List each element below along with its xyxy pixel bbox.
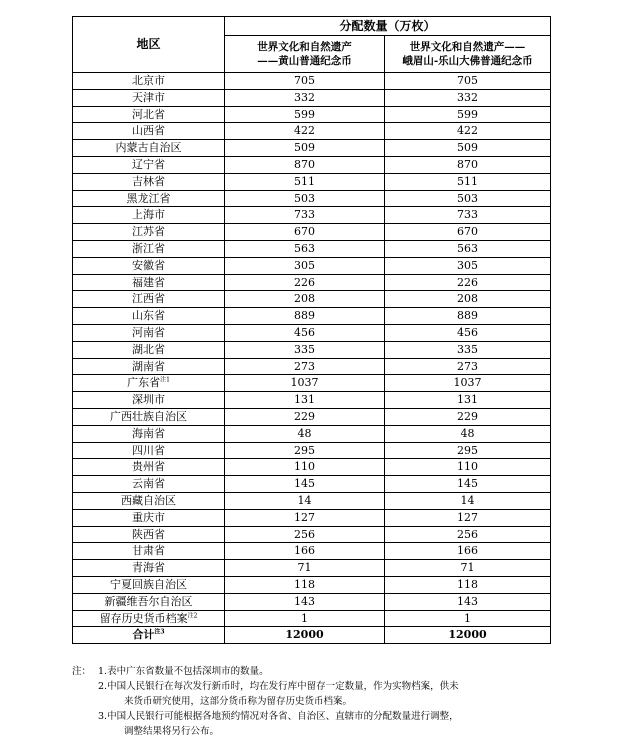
region-name: 留存历史货币档案: [99, 611, 188, 625]
footnote-number: 3.: [98, 711, 108, 722]
huangshan-qty-cell: 670: [225, 224, 385, 241]
emeishan-qty-cell: 563: [385, 240, 551, 257]
huangshan-qty-cell: 705: [225, 73, 385, 90]
table-row: [73, 274, 551, 291]
region-name: 新疆维吾尔自治区: [104, 594, 193, 608]
table-row: [73, 89, 551, 106]
region-name: 四川省: [132, 443, 165, 457]
emeishan-qty-cell: 48: [385, 425, 551, 442]
huangshan-qty-cell: 305: [225, 257, 385, 274]
footnote-body: 中国人民银行可能根据各地预约情况对各省、自治区、直辖市的分配数量进行调整，: [107, 711, 459, 722]
region-cell: [73, 224, 225, 241]
region-cell: [73, 173, 225, 190]
footnote-1: [72, 664, 592, 679]
huangshan-qty-cell: 273: [225, 358, 385, 375]
region-cell: [73, 560, 225, 577]
table-row: [73, 408, 551, 425]
table-row: [73, 308, 551, 325]
footnote-marker: 注2: [187, 611, 198, 619]
region-name: 青海省: [132, 561, 165, 575]
footnote-2: [72, 679, 592, 694]
region-cell: [73, 190, 225, 207]
region-name: 湖南省: [132, 359, 165, 373]
region-cell: [73, 140, 225, 157]
huangshan-qty-cell: 563: [225, 240, 385, 257]
region-name: 吉林省: [132, 174, 165, 188]
emeishan-qty-cell: 670: [385, 224, 551, 241]
emeishan-header-line1: 世界文化和自然遗产——: [409, 41, 526, 53]
huangshan-qty-cell: 870: [225, 156, 385, 173]
table-row: [73, 140, 551, 157]
region-name: 甘肃省: [132, 544, 165, 558]
region-name: 陕西省: [132, 527, 165, 541]
huangshan-qty-cell: 208: [225, 291, 385, 308]
table-body: [73, 73, 551, 644]
huangshan-qty-cell: 889: [225, 308, 385, 325]
table-row: [73, 207, 551, 224]
table-row: [73, 560, 551, 577]
table-row: [73, 257, 551, 274]
region-cell: [73, 593, 225, 610]
region-name: 深圳市: [132, 393, 165, 407]
emeishan-qty-cell: 422: [385, 123, 551, 140]
huangshan-qty-cell: 131: [225, 392, 385, 409]
huangshan-qty-cell: 422: [225, 123, 385, 140]
emeishan-qty-cell: 12000: [385, 627, 551, 644]
region-cell: [73, 526, 225, 543]
emeishan-qty-cell: 705: [385, 73, 551, 90]
region-name: 广东省: [127, 376, 161, 390]
footnote-body-cont: 调整结果将另行公布。: [124, 726, 220, 737]
emeishan-qty-cell: 456: [385, 324, 551, 341]
region-name: 辽宁省: [132, 157, 165, 171]
huangshan-qty-cell: 1037: [225, 375, 385, 392]
huangshan-qty-cell: 332: [225, 89, 385, 106]
allocation-table: [72, 16, 551, 644]
huangshan-qty-cell: 12000: [225, 627, 385, 644]
footnote-number: 1.: [98, 666, 108, 677]
footnote-marker: 注1: [160, 376, 170, 384]
huangshan-qty-cell: 335: [225, 341, 385, 358]
region-name: 宁夏回族自治区: [110, 577, 187, 591]
footnote-number: 2.: [98, 681, 108, 692]
table-row: [73, 123, 551, 140]
footnote-body: 中国人民银行在每次发行新币时，均在发行库中留存一定数量，作为实物档案，供未: [107, 681, 459, 692]
table-row: [73, 173, 551, 190]
footnote-body: 表中广东省数量不包括深圳市的数量。: [107, 666, 269, 677]
footnote-prefix: 注：: [72, 666, 92, 677]
footnote-3: [72, 709, 592, 724]
region-cell: [73, 207, 225, 224]
table-row: [73, 425, 551, 442]
huangshan-qty-cell: 145: [225, 476, 385, 493]
region-cell: [73, 543, 225, 560]
total-row: [73, 627, 551, 644]
emeishan-qty-cell: 509: [385, 140, 551, 157]
table-row: [73, 73, 551, 90]
table-row: [73, 509, 551, 526]
region-cell: [73, 341, 225, 358]
emeishan-qty-cell: 295: [385, 442, 551, 459]
region-name: 重庆市: [132, 510, 165, 524]
region-cell: [73, 492, 225, 509]
table-row: [73, 610, 551, 627]
region-name: 山西省: [132, 124, 165, 138]
region-name: 山东省: [132, 309, 165, 323]
footnote-text: [98, 679, 592, 694]
footnote-marker: 注3: [154, 628, 165, 636]
region-cell: [73, 392, 225, 409]
region-name: 黑龙江省: [126, 191, 171, 205]
table-row: [73, 106, 551, 123]
region-cell: [73, 274, 225, 291]
region-name: 合计: [132, 628, 155, 642]
region-cell: [73, 627, 225, 644]
region-cell: [73, 308, 225, 325]
region-name: 广西壮族自治区: [110, 409, 187, 423]
emeishan-qty-cell: 143: [385, 593, 551, 610]
footnotes: [72, 664, 592, 739]
table-row: [73, 593, 551, 610]
emeishan-qty-cell: 599: [385, 106, 551, 123]
region-cell: [73, 291, 225, 308]
emeishan-qty-cell: 71: [385, 560, 551, 577]
table-row: [73, 341, 551, 358]
huangshan-qty-cell: 599: [225, 106, 385, 123]
emeishan-qty-cell: 1: [385, 610, 551, 627]
emeishan-qty-cell: 127: [385, 509, 551, 526]
region-name: 北京市: [132, 74, 165, 87]
table-row: [73, 492, 551, 509]
huangshan-qty-cell: 229: [225, 408, 385, 425]
huangshan-qty-cell: 226: [225, 274, 385, 291]
region-name: 海南省: [132, 426, 165, 440]
emeishan-qty-cell: 14: [385, 492, 551, 509]
emeishan-qty-cell: 335: [385, 341, 551, 358]
region-name: 湖北省: [132, 342, 165, 356]
region-name: 江苏省: [132, 225, 165, 239]
region-cell: [73, 408, 225, 425]
table-row: [73, 324, 551, 341]
huangshan-qty-cell: 733: [225, 207, 385, 224]
region-cell: [73, 324, 225, 341]
huangshan-qty-cell: 295: [225, 442, 385, 459]
region-name: 云南省: [132, 477, 165, 491]
region-name: 福建省: [132, 275, 165, 289]
table-row: [73, 291, 551, 308]
region-cell: [73, 509, 225, 526]
huangshan-qty-cell: 48: [225, 425, 385, 442]
region-cell: [73, 240, 225, 257]
footnote-text: [98, 664, 592, 679]
region-name: 上海市: [132, 208, 165, 222]
emeishan-coin-header: [385, 36, 551, 73]
table-row: [73, 156, 551, 173]
emeishan-qty-cell: 332: [385, 89, 551, 106]
footnote-text: [98, 709, 592, 724]
region-cell: [73, 459, 225, 476]
table-row: [73, 358, 551, 375]
table-row: [73, 543, 551, 560]
emeishan-qty-cell: 870: [385, 156, 551, 173]
huangshan-qty-cell: 110: [225, 459, 385, 476]
region-cell: [73, 73, 225, 90]
region-cell: [73, 123, 225, 140]
huangshan-qty-cell: 71: [225, 560, 385, 577]
emeishan-header-line2: 峨眉山-乐山大佛普通纪念币: [402, 55, 533, 67]
emeishan-qty-cell: 208: [385, 291, 551, 308]
huangshan-qty-cell: 118: [225, 576, 385, 593]
region-name: 河南省: [132, 325, 165, 339]
huangshan-qty-cell: 166: [225, 543, 385, 560]
table-row: [73, 576, 551, 593]
region-cell: [73, 576, 225, 593]
huangshan-qty-cell: 456: [225, 324, 385, 341]
emeishan-qty-cell: 733: [385, 207, 551, 224]
region-name: 西藏自治区: [121, 493, 176, 507]
table-row: [73, 224, 551, 241]
huangshan-coin-header: [225, 36, 385, 73]
region-column-header: 地区: [73, 17, 225, 73]
table-row: [73, 459, 551, 476]
region-cell: [73, 106, 225, 123]
table-row: [73, 190, 551, 207]
emeishan-qty-cell: 110: [385, 459, 551, 476]
emeishan-qty-cell: 889: [385, 308, 551, 325]
region-cell: [73, 89, 225, 106]
huangshan-header-line1: 世界文化和自然遗产: [257, 41, 352, 53]
huangshan-qty-cell: 1: [225, 610, 385, 627]
huangshan-qty-cell: 143: [225, 593, 385, 610]
region-cell: [73, 156, 225, 173]
table-row: [73, 476, 551, 493]
region-name: 安徽省: [132, 258, 165, 272]
region-cell: [73, 442, 225, 459]
emeishan-qty-cell: 145: [385, 476, 551, 493]
emeishan-qty-cell: 131: [385, 392, 551, 409]
huangshan-qty-cell: 503: [225, 190, 385, 207]
emeishan-qty-cell: 503: [385, 190, 551, 207]
huangshan-qty-cell: 256: [225, 526, 385, 543]
region-cell: [73, 375, 225, 392]
region-name: 天津市: [132, 90, 165, 104]
emeishan-qty-cell: 305: [385, 257, 551, 274]
region-name: 浙江省: [132, 241, 165, 255]
table-row: [73, 375, 551, 392]
region-cell: [73, 476, 225, 493]
region-cell: [73, 257, 225, 274]
table-row: [73, 240, 551, 257]
table-row: [73, 442, 551, 459]
region-name: 江西省: [132, 292, 165, 306]
table-row: [73, 526, 551, 543]
table-row: [73, 392, 551, 409]
emeishan-qty-cell: 256: [385, 526, 551, 543]
region-cell: [73, 610, 225, 627]
region-cell: [73, 425, 225, 442]
emeishan-qty-cell: 1037: [385, 375, 551, 392]
region-name: 河北省: [132, 107, 165, 121]
emeishan-qty-cell: 511: [385, 173, 551, 190]
huangshan-qty-cell: 509: [225, 140, 385, 157]
emeishan-qty-cell: 226: [385, 274, 551, 291]
footnote-2-cont: [72, 694, 592, 709]
huangshan-qty-cell: 14: [225, 492, 385, 509]
region-cell: [73, 358, 225, 375]
emeishan-qty-cell: 166: [385, 543, 551, 560]
region-name: 内蒙古自治区: [115, 141, 182, 155]
emeishan-qty-cell: 118: [385, 576, 551, 593]
huangshan-header-line2: ——黄山普通纪念币: [257, 55, 352, 67]
emeishan-qty-cell: 229: [385, 408, 551, 425]
footnote-body-cont: 来货币研究使用，这部分货币称为留存历史货币档案。: [124, 696, 353, 707]
emeishan-qty-cell: 273: [385, 358, 551, 375]
footnote-3-cont: [72, 724, 592, 739]
huangshan-qty-cell: 127: [225, 509, 385, 526]
allocation-group-header: 分配数量（万枚）: [225, 17, 551, 36]
region-name: 贵州省: [132, 460, 165, 474]
huangshan-qty-cell: 511: [225, 173, 385, 190]
